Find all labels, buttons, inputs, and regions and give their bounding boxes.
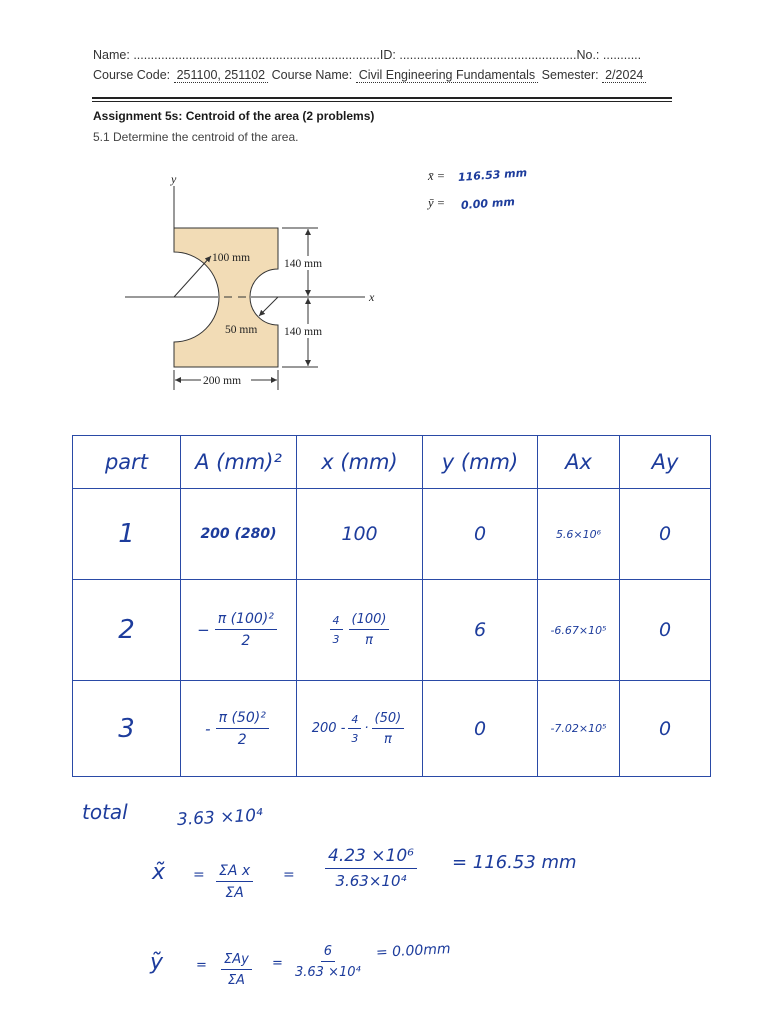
cell-y: 0 [423, 681, 538, 777]
course-code-value: 251100, 251102 [174, 68, 269, 83]
problem-statement: 5.1 Determine the centroid of the area. [93, 130, 299, 144]
x-fraction [372, 711, 405, 747]
x-coefficient-numerator: 4 [348, 713, 361, 729]
course-code-label: Course Code: [93, 68, 171, 82]
header-divider-thin [92, 101, 672, 102]
xbar-formula-fraction [213, 860, 256, 901]
xbar-formula-denominator: ΣA [225, 885, 244, 901]
x-fraction [349, 612, 390, 648]
total-area: 3.63 ×10⁴ [176, 805, 264, 830]
ybar-formula-denominator: ΣA [227, 973, 245, 988]
ybar-symbol: ỹ [150, 950, 164, 975]
ybar-sum-a: 3.63 ×10⁴ [295, 965, 361, 980]
student-info-line [93, 47, 641, 63]
xbar-answer-value: 116.53 mm [457, 166, 528, 184]
small-radius-label: 50 mm [225, 324, 258, 336]
header-divider-thick [92, 97, 672, 99]
y-axis-label: y [171, 172, 177, 186]
area-sign: − [197, 621, 210, 639]
xbar-sum-ax: 4.23 ×10⁶ [325, 846, 417, 869]
name-label: Name: [93, 48, 130, 62]
area-fraction [215, 611, 277, 649]
x-dot: · [364, 721, 369, 736]
x-denominator: π [365, 633, 373, 648]
cell-ax: 5.6×10⁶ [538, 489, 620, 580]
x-coefficient-fraction [330, 614, 343, 646]
header-cell-ax: Ax [538, 436, 620, 489]
x-denominator: π [383, 731, 392, 747]
x-numerator: (50) [372, 711, 405, 729]
area-numerator: π (50)² [216, 710, 269, 729]
cell-ax: -7.02×10⁵ [538, 681, 620, 777]
header-cell-part: part [73, 436, 181, 489]
ybar-formula [221, 952, 252, 988]
x-numerator: (100) [349, 612, 390, 630]
cell-area [181, 580, 297, 681]
lower-height-label: 140 mm [284, 326, 323, 338]
ybar-sum-ay: 6 [321, 944, 335, 962]
xbar-sum-a: 3.63×10⁴ [335, 872, 407, 890]
width-label: 200 mm [203, 375, 242, 387]
xbar-answer-label: x̄ = [428, 169, 446, 183]
header-cell-ay: Ay [620, 436, 711, 489]
ybar-formula-fraction [218, 948, 255, 988]
area-denominator: 2 [241, 633, 251, 649]
area-numerator: π (100)² [215, 611, 277, 630]
semester-value: 2/2024 [602, 68, 646, 83]
name-field: ....................................................................... [133, 48, 380, 62]
cell-ay: 0 [620, 681, 711, 777]
x-coefficient-numerator: 4 [330, 614, 343, 630]
xbar-value-fraction [322, 846, 420, 890]
semester-label: Semester: [541, 68, 599, 82]
no-label: No.: [576, 48, 600, 62]
xbar-result: = 116.53 mm [452, 852, 577, 873]
id-field: ................................................... [399, 48, 577, 62]
small-radius-arrow [259, 297, 278, 316]
course-name-label: Course Name: [271, 68, 353, 82]
ybar-formula-numerator: ΣAy [221, 952, 252, 970]
large-radius-label: 100 mm [212, 252, 251, 264]
total-label: total [82, 800, 128, 824]
x-axis-label: x [369, 290, 375, 304]
xbar-equals-1: = [193, 867, 205, 883]
cell-part: 3 [73, 681, 181, 777]
cell-ay: 0 [620, 489, 711, 580]
cell-y: 6 [423, 580, 538, 681]
area-sign: - [205, 719, 211, 738]
cell-y: 0 [423, 489, 538, 580]
upper-height-label: 140 mm [284, 258, 323, 270]
xbar-formula [216, 863, 253, 901]
cell-part: 1 [73, 489, 181, 580]
cell-x [297, 580, 423, 681]
assignment-title: Assignment 5s: Centroid of the area (2 problems) [93, 109, 375, 123]
header-cell-x: x (mm) [297, 436, 423, 489]
xbar-equals-2: = [283, 867, 295, 883]
no-field: ........... [602, 48, 642, 62]
xbar-symbol: x̃ [152, 860, 166, 885]
ybar-answer-label: ȳ = [428, 196, 446, 210]
x-prefix: 200 - [311, 721, 346, 736]
area-denominator: 2 [237, 731, 247, 748]
cell-area: 200 (280) [181, 489, 297, 580]
header-cell-y: y (mm) [423, 436, 538, 489]
x-coefficient-denominator: 3 [332, 633, 340, 646]
x-coefficient-denominator: 3 [351, 731, 359, 745]
cell-area [181, 681, 297, 777]
ybar-result: = 0.00mm [375, 941, 451, 961]
course-info-line [93, 67, 646, 83]
ybar-values [295, 944, 361, 980]
xbar-values [325, 846, 417, 890]
cell-x: 100 [297, 489, 423, 580]
cell-x [297, 681, 423, 777]
x-coefficient-fraction [348, 713, 361, 745]
area-fraction [216, 710, 269, 748]
large-radius-arrow [174, 256, 211, 297]
xbar-formula-numerator: ΣA x [216, 863, 253, 882]
cell-ay: 0 [620, 580, 711, 681]
ybar-equals-1: = [196, 958, 207, 973]
course-name-value: Civil Engineering Fundamentals [356, 68, 538, 83]
ybar-equals-2: = [272, 956, 283, 971]
id-label: ID: [379, 48, 396, 62]
calculation-table [72, 435, 711, 777]
ybar-answer-value: 0.00 mm [460, 195, 516, 212]
cell-part: 2 [73, 580, 181, 681]
centroid-figure [120, 168, 390, 396]
cell-ax: -6.67×10⁵ [538, 580, 620, 681]
ybar-value-fraction [292, 940, 364, 980]
header-cell-area: A (mm)² [181, 436, 297, 489]
